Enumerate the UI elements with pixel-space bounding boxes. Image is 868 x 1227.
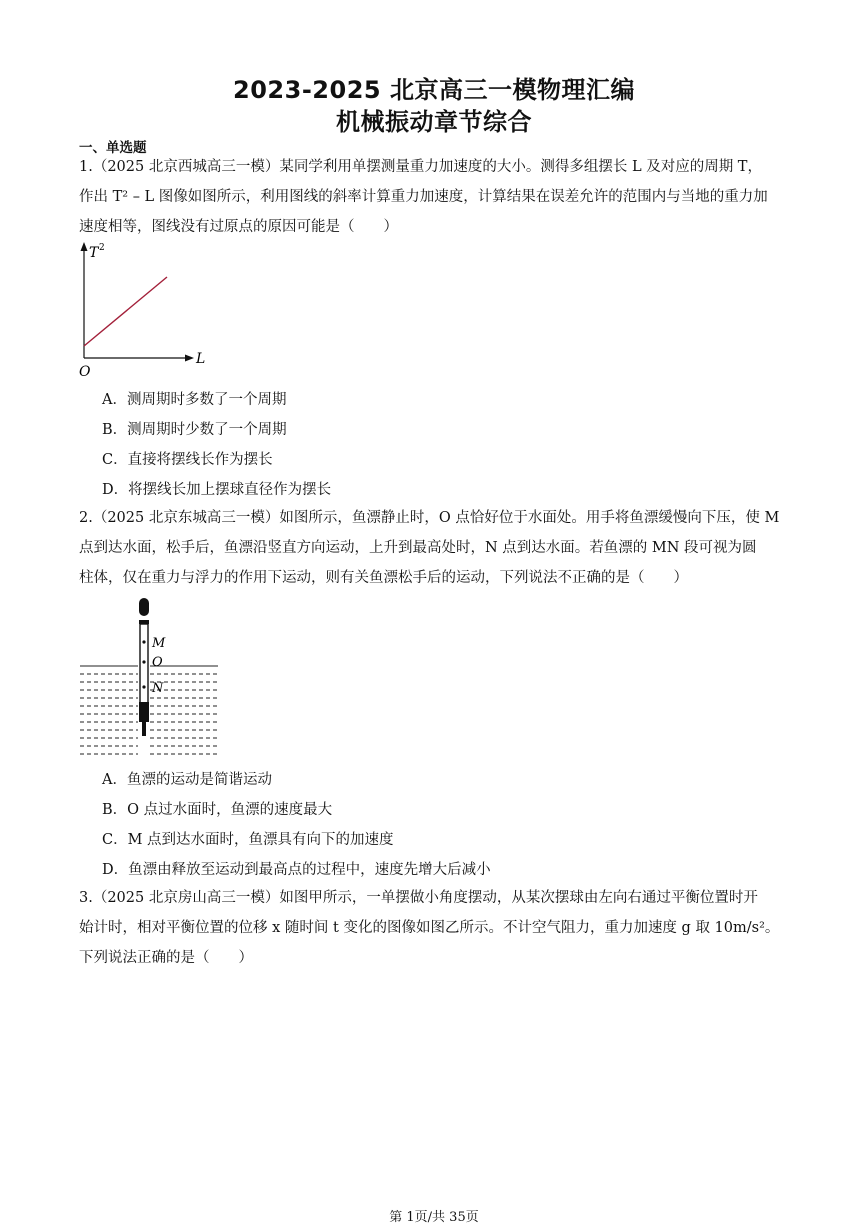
page-title: 2023-2025 北京高三一模物理汇编 xyxy=(233,76,635,104)
x-axis-label: L xyxy=(196,351,206,367)
point-m xyxy=(142,640,145,643)
page-footer: 第 1页/共 35页 xyxy=(389,1210,479,1225)
label-o: O xyxy=(152,655,163,670)
y-axis-label: T xyxy=(89,245,99,261)
float-body xyxy=(140,624,148,704)
float-top-cap xyxy=(139,598,149,616)
option-c: C．M 点到达水面时，鱼漂具有向下的加速度 xyxy=(102,832,394,848)
fishing-float-figure xyxy=(78,596,223,758)
option-d: D．将摆线长加上摆球直径作为摆长 xyxy=(102,482,332,498)
graph-line xyxy=(84,277,167,346)
option-c: C．直接将摆线长作为摆长 xyxy=(102,452,273,468)
label-m: M xyxy=(152,636,166,651)
section-heading: 一、单选题 xyxy=(79,140,147,156)
question-3-line: 下列说法正确的是（ ） xyxy=(79,950,253,966)
y-axis-arrow xyxy=(81,242,88,251)
point-o xyxy=(142,660,145,663)
question-2-stem xyxy=(79,503,791,593)
float-stem xyxy=(142,722,146,736)
question-2-line: 2.（2025 北京东城高三一模）如图所示，鱼漂静止时，O 点恰好位于水面处。用手将鱼漂缓慢向下压，使 M xyxy=(79,510,780,526)
origin-label: O xyxy=(79,364,91,378)
y-axis-label-exponent: 2 xyxy=(99,243,105,253)
option-b: B．O 点过水面时，鱼漂的速度最大 xyxy=(102,802,333,818)
question-1-stem xyxy=(79,152,791,242)
question-3-line: 3.（2025 北京房山高三一模）如图甲所示，一单摆做小角度摆动，从某次摆球由左向右通过平衡位置时开 xyxy=(79,890,758,906)
question-3-line: 始计时，相对平衡位置的位移 x 随时间 t 变化的图像如图乙所示。不计空气阻力，重力加速度 g 取 10m/s²。 xyxy=(79,920,780,936)
label-n: N xyxy=(152,681,164,696)
question-1-line: 作出 T² – L 图像如图所示，利用图线的斜率计算重力加速度，计算结果在误差允许的范围内与当地的重力加 xyxy=(79,189,768,205)
t2-l-graph xyxy=(76,240,206,378)
question-2-line: 点到达水面，松手后，鱼漂沿竖直方向运动，上升到最高处时，N 点到达水面。若鱼漂的 MN 段可视为圆 xyxy=(79,540,757,556)
option-a: A．鱼漂的运动是简谐运动 xyxy=(102,772,272,788)
question-3-stem xyxy=(79,883,791,973)
float-bottom-weight xyxy=(139,702,149,722)
question-2-line: 柱体，仅在重力与浮力的作用下运动，则有关鱼漂松手后的运动，下列说法不正确的是（ ） xyxy=(79,570,688,586)
option-b: B．测周期时少数了一个周期 xyxy=(102,422,287,438)
point-n xyxy=(142,685,145,688)
option-a: A．测周期时多数了一个周期 xyxy=(102,392,287,408)
page-subtitle: 机械振动章节综合 xyxy=(336,108,532,136)
x-axis-arrow xyxy=(185,355,194,362)
question-1-line: 速度相等，图线没有过原点的原因可能是（ ） xyxy=(79,219,398,235)
question-1-line: 1.（2025 北京西城高三一模）某同学利用单摆测量重力加速度的大小。测得多组摆长 L 及对应的周期 T， xyxy=(79,159,762,175)
option-d: D．鱼漂由释放至运动到最高点的过程中，速度先增大后减小 xyxy=(102,862,491,878)
